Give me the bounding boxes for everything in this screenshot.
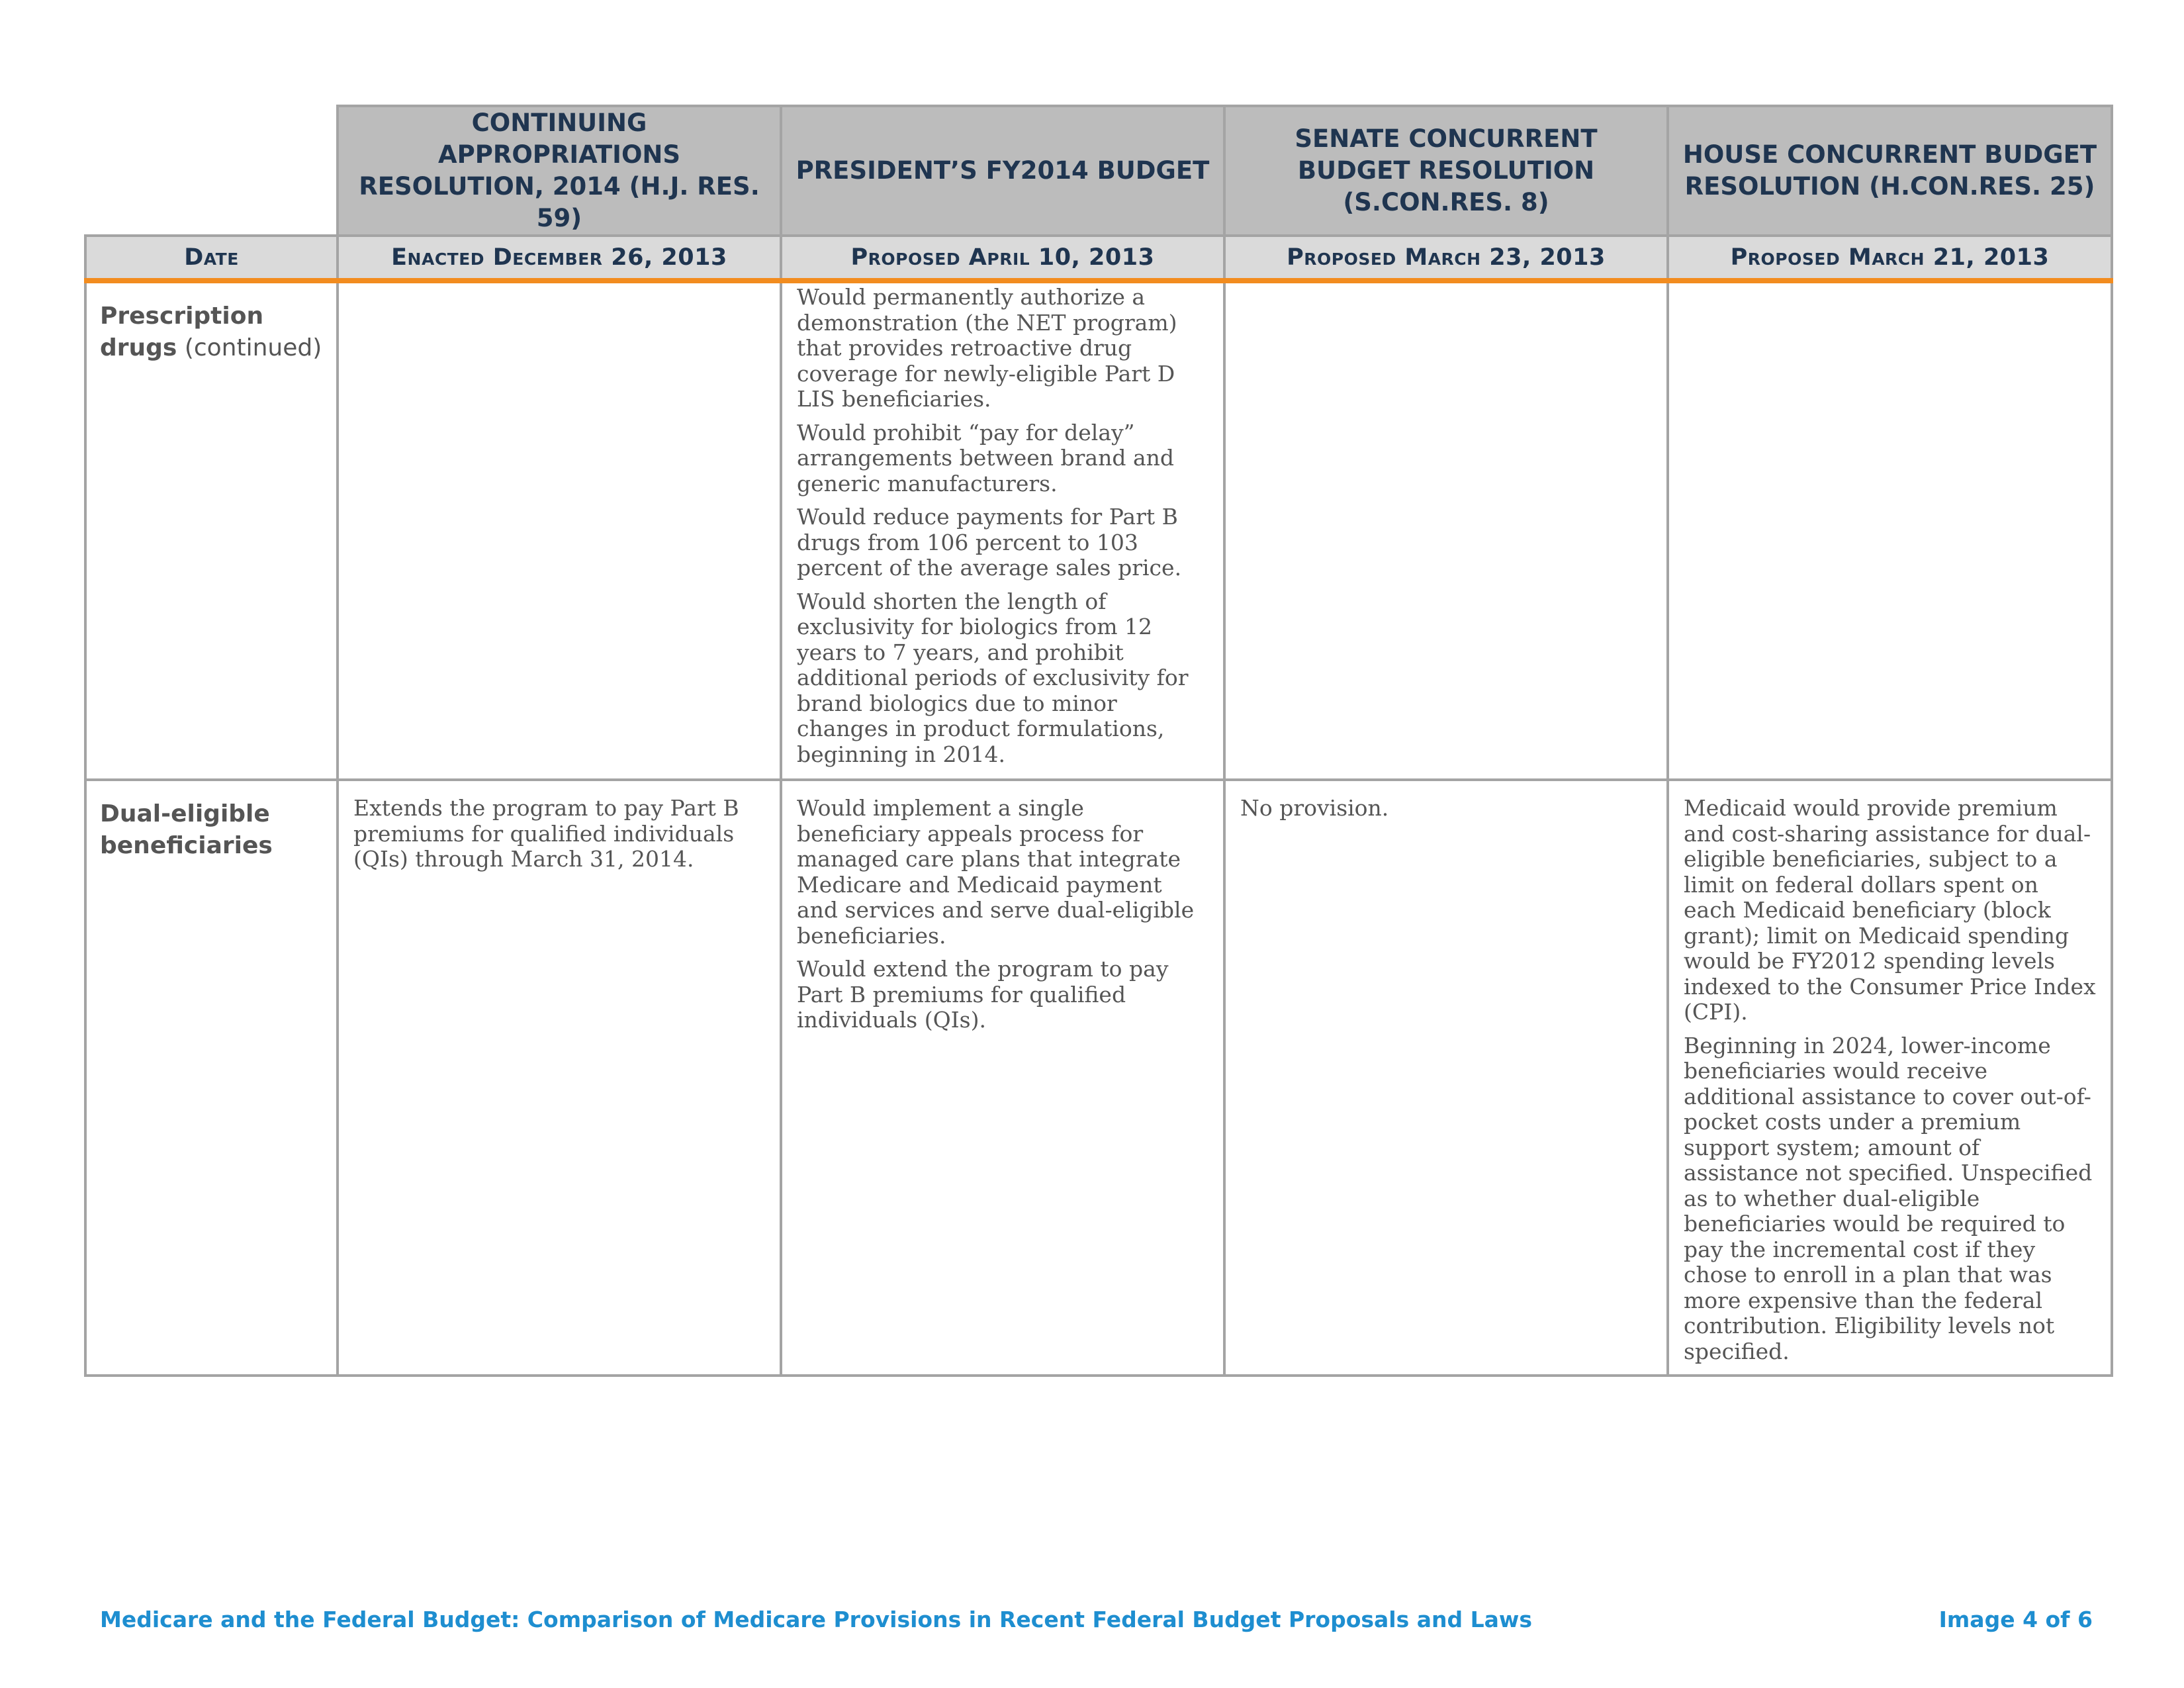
- cell-paragraph: Would reduce payments for Part B drugs from 106 percent to 103 percent of the average sales price.: [797, 504, 1182, 581]
- header-row: [85, 106, 2112, 236]
- cell-paragraph: Would shorten the length of exclusivity for biologics from 12 years to 7 years, and prohibit additional periods of exclusivity for brand biologics due to minor changes in product formulations, beginning in 2014.: [797, 588, 1189, 767]
- table-cell: [781, 780, 1224, 1376]
- date-row: [85, 236, 2112, 281]
- page-number: Image 4 of 6: [1938, 1607, 2093, 1632]
- date-continuing-appropriations: Enacted December 26, 2013: [338, 236, 781, 281]
- cell-paragraph: Medicaid would provide premium and cost-sharing assistance for dual-eligible beneficiaries, subject to a limit on federal dollars spent on each Medicaid beneficiary (block grant); limit on Medicaid spending would be FY2012 spending levels indexed to the Consumer Price Index (CPI).: [1684, 795, 2096, 1025]
- footer-title: Medicare and the Federal Budget: Comparison of Medicare Provisions in Recent Federal Budget Proposals and Laws: [100, 1607, 1533, 1632]
- row-label-text: Dual-eligible beneficiaries: [100, 800, 273, 859]
- column-header-continuing-appropriations: CONTINUING APPROPRIATIONS RESOLUTION, 2014 (H.J. RES. 59): [338, 106, 781, 236]
- column-header-house-resolution: HOUSE CONCURRENT BUDGET RESOLUTION (H.CON.RES. 25): [1668, 106, 2112, 236]
- date-house-resolution: Proposed March 21, 2013: [1668, 236, 2112, 281]
- cell-paragraph: Would extend the program to pay Part B premiums for qualified individuals (QIs).: [797, 956, 1169, 1033]
- cell-paragraph: Extends the program to pay Part B premiums for qualified individuals (QIs) through March 31, 2014.: [353, 795, 739, 872]
- cell-paragraph: Beginning in 2024, lower-income beneficiaries would receive additional assistance to cover out-of-pocket costs under a premium support system; amount of assistance not specified. Unspecified as to whether dual-eligible beneficiaries would be required to pay the incremental cost if they chose to enroll in a plan that was more expensive than the federal contribution. Eligibility levels not specified.: [1684, 1032, 2093, 1364]
- table-cell: [1668, 780, 2112, 1376]
- row-label-suffix: (continued): [184, 334, 322, 361]
- cell-paragraph: Would permanently authorize a demonstration (the NET program) that provides retroactive drug coverage for newly-eligible Part D LIS beneficiaries.: [797, 284, 1177, 412]
- table-cell: [781, 281, 1224, 780]
- table-cell: [338, 281, 781, 780]
- date-presidents-budget: Proposed April 10, 2013: [781, 236, 1224, 281]
- table-row: [85, 780, 2112, 1376]
- table-row: [85, 281, 2112, 780]
- column-header-senate-resolution: SENATE CONCURRENT BUDGET RESOLUTION (S.CON.RES. 8): [1224, 106, 1668, 236]
- cell-paragraph: No provision.: [1240, 795, 1389, 821]
- header-corner: [85, 106, 338, 236]
- column-header-presidents-budget: PRESIDENT’S FY2014 BUDGET: [781, 106, 1224, 236]
- table-cell: [1224, 281, 1668, 780]
- table-cell: [1668, 281, 2112, 780]
- table-cell: [1224, 780, 1668, 1376]
- row-label-dual-eligible: [85, 780, 338, 1376]
- row-label-prescription-drugs: [85, 281, 338, 780]
- date-senate-resolution: Proposed March 23, 2013: [1224, 236, 1668, 281]
- row-label-text: Prescription drugs: [100, 303, 264, 361]
- cell-paragraph: Would prohibit “pay for delay” arrangements between brand and generic manufacturers.: [797, 419, 1175, 496]
- cell-paragraph: Would implement a single beneficiary appeals process for managed care plans that integrate Medicare and Medicaid payment and services and serve dual-eligible beneficiaries.: [797, 795, 1195, 949]
- comparison-table: [84, 105, 2113, 1377]
- table-cell: [338, 780, 781, 1376]
- date-label: Date: [85, 236, 338, 281]
